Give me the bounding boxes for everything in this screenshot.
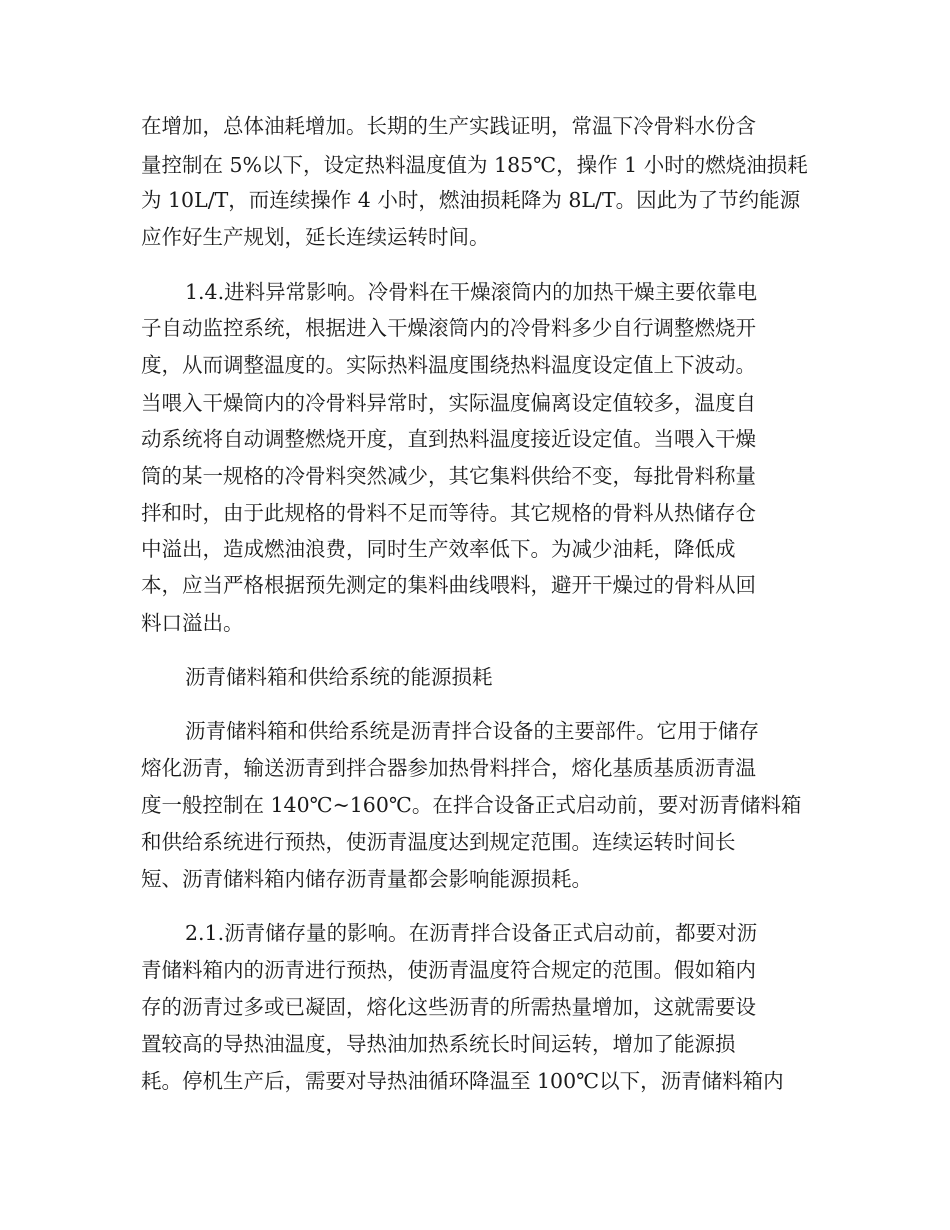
text-line: 拌和时，由于此规格的骨料不足而等待。其它规格的骨料从热储存仓 [141,501,756,525]
text-line: 度一般控制在 140℃~160℃。在拌合设备正式启动前，要对沥青储料箱 [141,793,802,817]
text-line: 耗。停机生产后，需要对导热油循环降温至 100℃以下，沥青储料箱内 [141,1069,784,1093]
text-line: 当喂入干燥筒内的冷骨料异常时，实际温度偏离设定值较多，温度自 [141,391,756,415]
text-line: 青储料箱内的沥青进行预热，使沥青温度符合规定的范围。假如箱内 [141,958,756,982]
text-line: 存的沥青过多或已凝固，熔化这些沥青的所需热量增加，这就需要设 [141,995,756,1019]
text-line: 短、沥青储料箱内储存沥青量都会影响能源损耗。 [141,867,592,891]
section-heading: 沥青储料箱和供给系统的能源损耗 [185,665,493,689]
text-line: 1.4.进料异常影响。冷骨料在干燥滚筒内的加热干燥主要依靠电 [185,280,758,304]
text-line: 在增加，总体油耗增加。长期的生产实践证明，常温下冷骨料水份含 [141,114,756,138]
text-line: 料口溢出。 [141,611,244,635]
text-line: 和供给系统进行预热，使沥青温度达到规定范围。连续运转时间长 [141,830,736,854]
text-line: 中溢出，造成燃油浪费，同时生产效率低下。为减少油耗，降低成 [141,537,736,561]
text-line: 量控制在 5%以下，设定热料温度值为 185℃，操作 1 小时的燃烧油损耗 [141,153,808,177]
text-line: 应作好生产规划，延长连续运转时间。 [141,225,490,249]
text-line: 度，从而调整温度的。实际热料温度围绕热料温度设定值上下波动。 [141,353,756,377]
text-line: 置较高的导热油温度，导热油加热系统长时间运转，增加了能源损 [141,1032,736,1056]
text-line: 筒的某一规格的冷骨料突然减少，其它集料供给不变，每批骨料称量 [141,464,756,488]
text-line: 动系统将自动调整燃烧开度，直到热料温度接近设定值。当喂入干燥 [141,427,756,451]
text-line: 子自动监控系统，根据进入干燥滚筒内的冷骨料多少自行调整燃烧开 [141,316,756,340]
text-line: 2.1.沥青储存量的影响。在沥青拌合设备正式启动前，都要对沥 [185,921,758,945]
text-line: 本，应当严格根据预先测定的集料曲线喂料，避开干燥过的骨料从回 [141,573,756,597]
text-line: 沥青储料箱和供给系统是沥青拌合设备的主要部件。它用于储存 [185,719,759,743]
text-line: 熔化沥青，输送沥青到拌合器参加热骨料拌合，熔化基质基质沥青温 [141,756,756,780]
text-line: 为 10L/T，而连续操作 4 小时，燃油损耗降为 8L/T。因此为了节约能源 [141,188,801,212]
